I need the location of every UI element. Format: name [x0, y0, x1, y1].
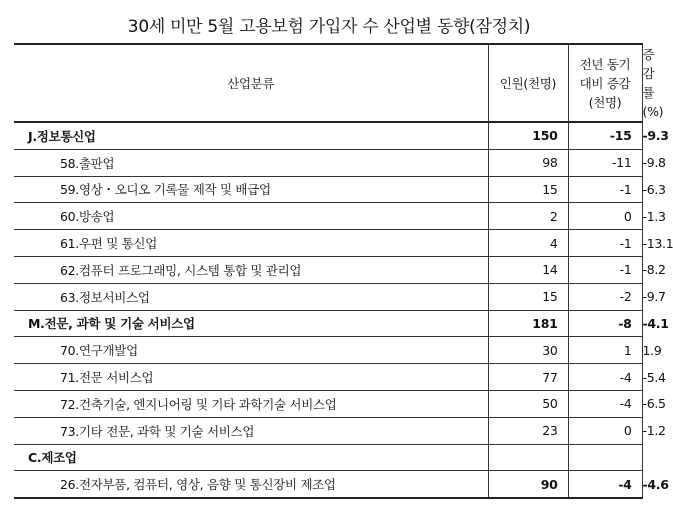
header-industry: 산업분류: [14, 44, 488, 122]
table-row-group: M.전문, 과학 및 기술 서비스업 181 -8 -4.1: [14, 310, 642, 337]
table-row: 26.전자부품, 컴퓨터, 영상, 음향 및 통신장비 제조업 90 -4 -4.6: [14, 471, 642, 498]
cell-persons: 15: [488, 176, 568, 203]
cell-persons: 30: [488, 337, 568, 364]
cell-persons: 98: [488, 149, 568, 176]
cell-industry-name: 62.컴퓨터 프로그래밍, 시스템 통합 및 관리업: [14, 256, 488, 283]
cell-yoy-change: -1: [568, 176, 642, 203]
table-row-group: [14, 444, 642, 471]
cell-yoy-change: -4: [568, 471, 642, 498]
cell-persons: 181: [488, 310, 568, 337]
cell-yoy-change: -8: [568, 310, 642, 337]
cell-industry-name: 60.방송업: [14, 203, 488, 230]
cell-yoy-change: -1: [568, 230, 642, 257]
cell-yoy-change: -4: [568, 390, 642, 417]
cell-persons: 90: [488, 471, 568, 498]
cell-industry-name: 71.전문 서비스업: [14, 364, 488, 391]
header-yoy-line1: 전년 동기: [579, 56, 631, 72]
cell-yoy-change: -11: [568, 149, 642, 176]
cell-industry-name: M.전문, 과학 및 기술 서비스업: [14, 310, 488, 337]
cell-industry-name: 70.연구개발업: [14, 337, 488, 364]
header-yoy-change: [568, 44, 642, 122]
cell-industry-name: 26.전자부품, 컴퓨터, 영상, 음향 및 통신장비 제조업: [14, 471, 488, 498]
header-persons: 인원(천명): [488, 44, 568, 122]
cell-industry-name: 63.정보서비스업: [14, 283, 488, 310]
table-row: 73.기타 전문, 과학 및 기술 서비스업 23 0 -1.2: [14, 417, 642, 444]
cell-persons: [488, 444, 568, 471]
cell-yoy-change: -15: [568, 122, 642, 149]
table-row: 59.영상・오디오 기록물 제작 및 배급업 15 -1 -6.3: [14, 176, 642, 203]
cell-persons: 23: [488, 417, 568, 444]
cell-yoy-change: -1: [568, 256, 642, 283]
table-row: 72.건축기술, 엔지니어링 및 기타 과학기술 서비스업 50 -4 -6.5: [14, 390, 642, 417]
cell-industry-name: 59.영상・오디오 기록물 제작 및 배급업: [14, 176, 488, 203]
table-row-group: J.정보통신업 150 -15 -9.3: [14, 122, 642, 149]
table-row: 62.컴퓨터 프로그래밍, 시스템 통합 및 관리업 14 -1 -8.2: [14, 256, 642, 283]
table-row: 71.전문 서비스업 77 -4 -5.4: [14, 364, 642, 391]
cell-yoy-change: 0: [568, 417, 642, 444]
cell-industry-name: 73.기타 전문, 과학 및 기술 서비스업: [14, 417, 488, 444]
table-row: 60.방송업 2 0 -1.3: [14, 203, 642, 230]
cell-persons: 4: [488, 230, 568, 257]
cell-industry-name: 61.우편 및 통신업: [14, 230, 488, 257]
table-row: 58.출판업 98 -11 -9.8: [14, 149, 642, 176]
cell-yoy-change: -4: [568, 364, 642, 391]
table-body: [14, 122, 673, 498]
table-header: 산업분류 인원(천명) 전년 동기 대비 증감 (천명) 증감률(%): [14, 44, 642, 122]
cell-persons: 14: [488, 256, 568, 283]
cell-persons: 15: [488, 283, 568, 310]
table-row: 70.연구개발업 30 1 1.9: [14, 337, 642, 364]
cell-industry-name: 72.건축기술, 엔지니어링 및 기타 과학기술 서비스업: [14, 390, 488, 417]
cell-persons: 2: [488, 203, 568, 230]
industry-table: [14, 43, 673, 499]
cell-yoy-change: [568, 444, 642, 471]
header-yoy-line3: (천명): [588, 94, 622, 110]
cell-persons: 50: [488, 390, 568, 417]
table-row: 63.정보서비스업 15 -2 -9.7: [14, 283, 642, 310]
cell-industry-name: 58.출판업: [14, 149, 488, 176]
cell-yoy-change: -2: [568, 283, 642, 310]
cell-persons: 150: [488, 122, 568, 149]
cell-persons: 77: [488, 364, 568, 391]
header-yoy-line2: 대비 증감: [579, 75, 631, 91]
page-title: 30세 미만 5월 고용보험 가입자 수 산업별 동향(잠정치): [127, 17, 531, 37]
table-row: 61.우편 및 통신업 4 -1 -13.1: [14, 230, 642, 257]
cell-industry-name: J.정보통신업: [14, 122, 488, 149]
cell-industry-name: C.제조업: [14, 444, 488, 471]
cell-yoy-change: 1: [568, 337, 642, 364]
cell-yoy-change: 0: [568, 203, 642, 230]
